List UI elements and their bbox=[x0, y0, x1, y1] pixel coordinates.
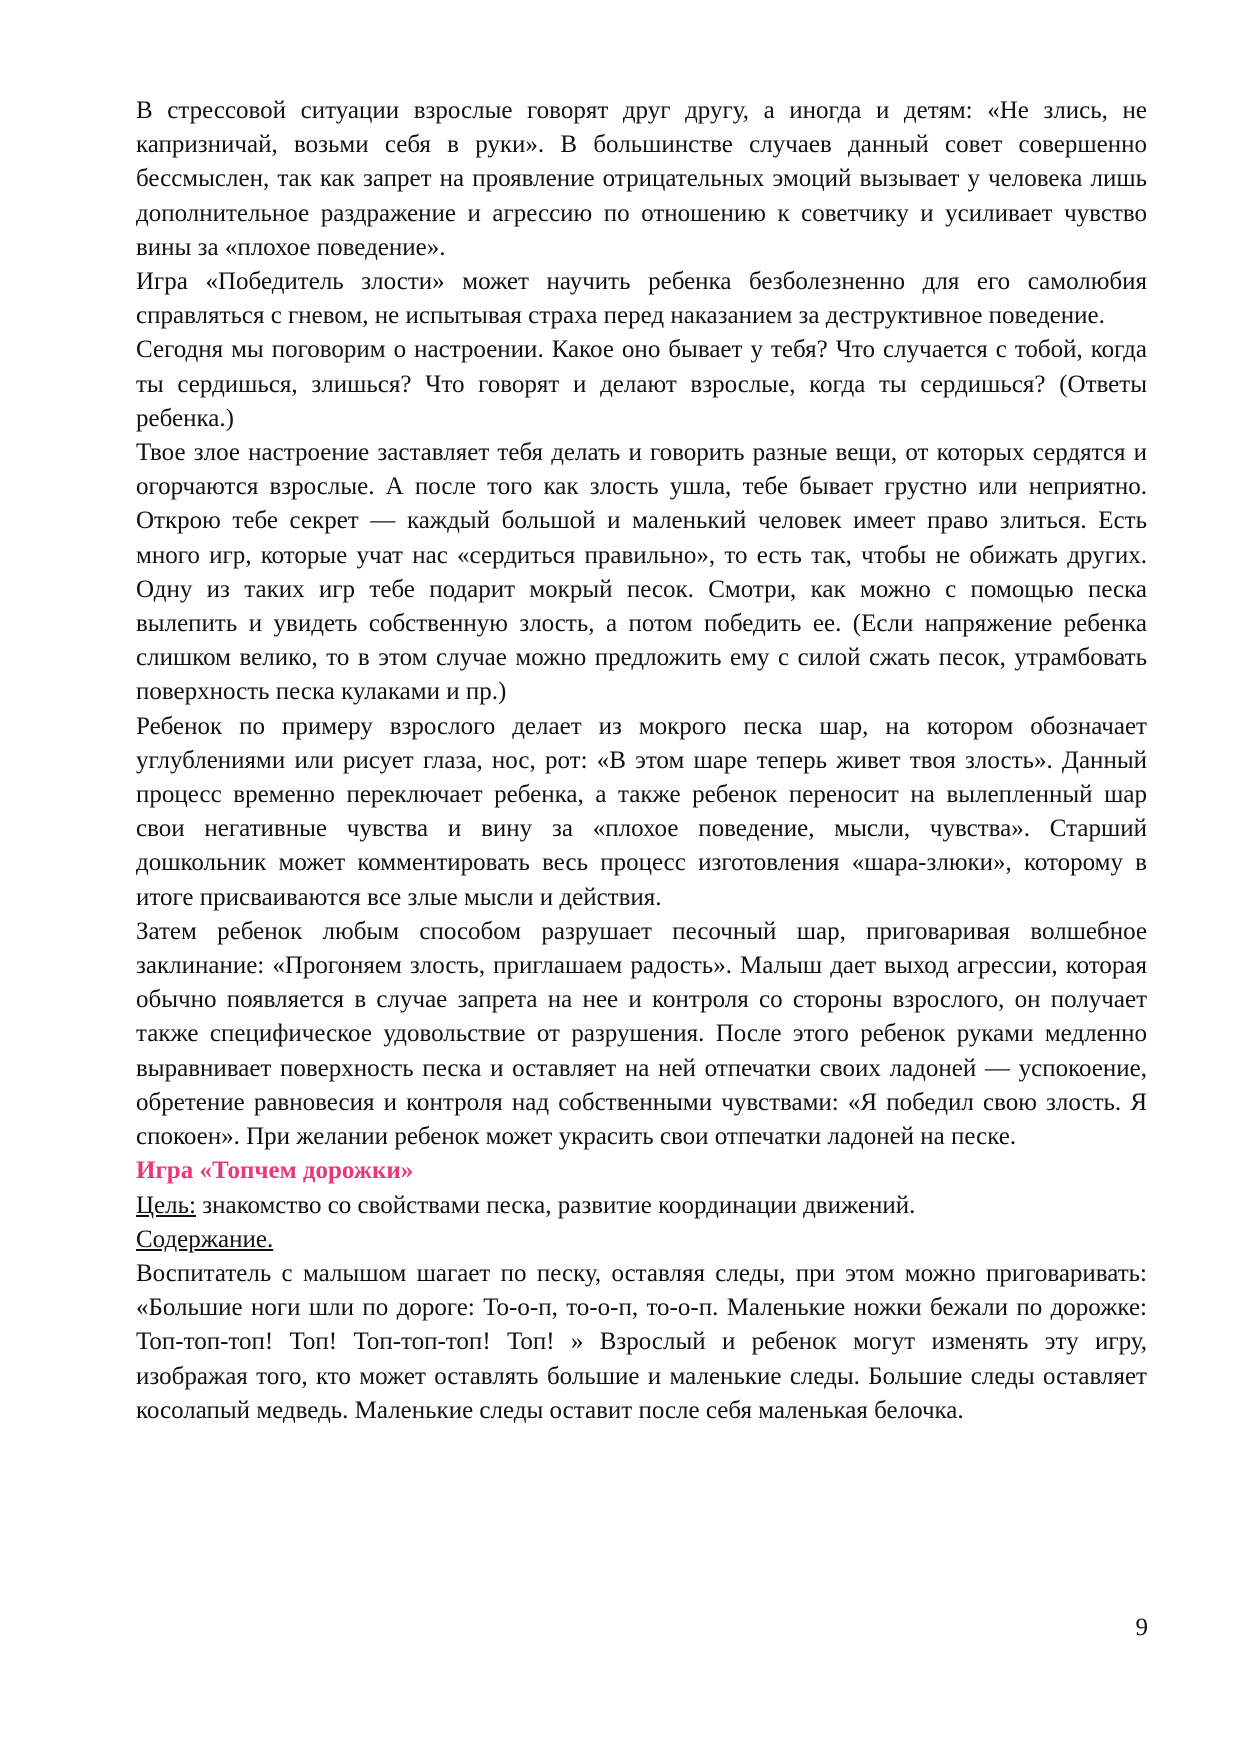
paragraph: В стрессовой ситуации взрослые говорят друг другу, а иногда и детям: «Не злись, не капризничай, возьми себя в руки». В большинстве случаев данный совет совершенно бессмыслен, так как запрет на проявление отрицательных эмоций вызывает у человека лишь дополнительное раздражение и агрессию по отношению к советчику и усиливает чувство вины за «плохое поведение». bbox=[136, 97, 1147, 261]
page-number: 9 bbox=[1135, 1614, 1148, 1641]
page-body bbox=[136, 94, 1147, 1428]
paragraph: Игра «Победитель злости» может научить ребенка безболезненно для его самолюбия справляться с гневом, не испытывая страха перед наказанием за деструктивное поведение. bbox=[136, 268, 1147, 330]
content-label: Содержание. bbox=[136, 1225, 274, 1253]
game-content-label-line bbox=[136, 1223, 1147, 1257]
paragraph: Сегодня мы поговорим о настроении. Какое оно бывает у тебя? Что случается с тобой, когда ты сердишься, злишься? Что говорят и делают взрослые, когда ты сердишься? (Ответы ребенка.) bbox=[136, 336, 1147, 432]
goal-label: Цель: bbox=[136, 1191, 196, 1219]
goal-text: знакомство со свойствами песка, развитие координации движений. bbox=[195, 1191, 916, 1219]
game-title: Игра «Топчем дорожки» bbox=[136, 1157, 414, 1185]
game-goal bbox=[136, 1189, 1147, 1223]
game-content: Воспитатель с малышом шагает по песку, оставляя следы, при этом можно приговаривать: «Большие ноги шли по дороге: То-о-п, то-о-п, то-о-п. Маленькие ножки бежали по дорожке: Топ-топ-топ! Топ! Топ-топ-топ! Топ! » Взрослый и ребенок могут изменять эту игру, изображая того, кто может оставлять большие и маленькие следы. Большие следы оставляет косолапый медведь. Маленькие следы оставит после себя маленькая белочка. bbox=[136, 1259, 1147, 1424]
paragraph: Твое злое настроение заставляет тебя делать и говорить разные вещи, от которых сердятся и огорчаются взрослые. А после того как злость ушла, тебе бывает грустно или неприятно. Открою тебе секрет — каждый большой и маленький человек имеет право злиться. Есть много игр, которые учат нас «сердиться правильно», то есть так, чтобы не обижать других. Одну из таких игр тебе подарит мокрый песок. Смотри, как можно с помощью песка вылепить и увидеть собственную злость, а потом победить ее. (Если напряжение ребенка слишком велико, то в этом случае можно предложить ему с силой сжать песок, утрамбовать поверхность песка кулаками и пр.) bbox=[136, 439, 1147, 706]
paragraph: Затем ребенок любым способом разрушает песочный шар, приговаривая волшебное заклинание: «Прогоняем злость, приглашаем радость». Малыш дает выход агрессии, которая обычно появляется в случае запрета на нее и контроля со стороны взрослого, он получает также специфическое удовольствие от разрушения. После этого ребенок руками медленно выравнивает поверхность песка и оставляет на ней отпечатки своих ладоней — успокоение, обретение равновесия и контроля над собственными чувствами: «Я победил свою злость. Я спокоен». При желании ребенок может украсить свои отпечатки ладоней на песке. bbox=[136, 917, 1147, 1151]
paragraph: Ребенок по примеру взрослого делает из мокрого песка шар, на котором обозначает углублениями или рисует глаза, нос, рот: «В этом шаре теперь живет твоя злость». Данный процесс временно переключает ребенка, а также ребенок переносит на вылепленный шар свои негативные чувства и вину за «плохое поведение, мысли, чувства». Старший дошкольник может комментировать весь процесс изготовления «шара-злюки», которому в итоге присваиваются все злые мысли и действия. bbox=[136, 712, 1147, 911]
